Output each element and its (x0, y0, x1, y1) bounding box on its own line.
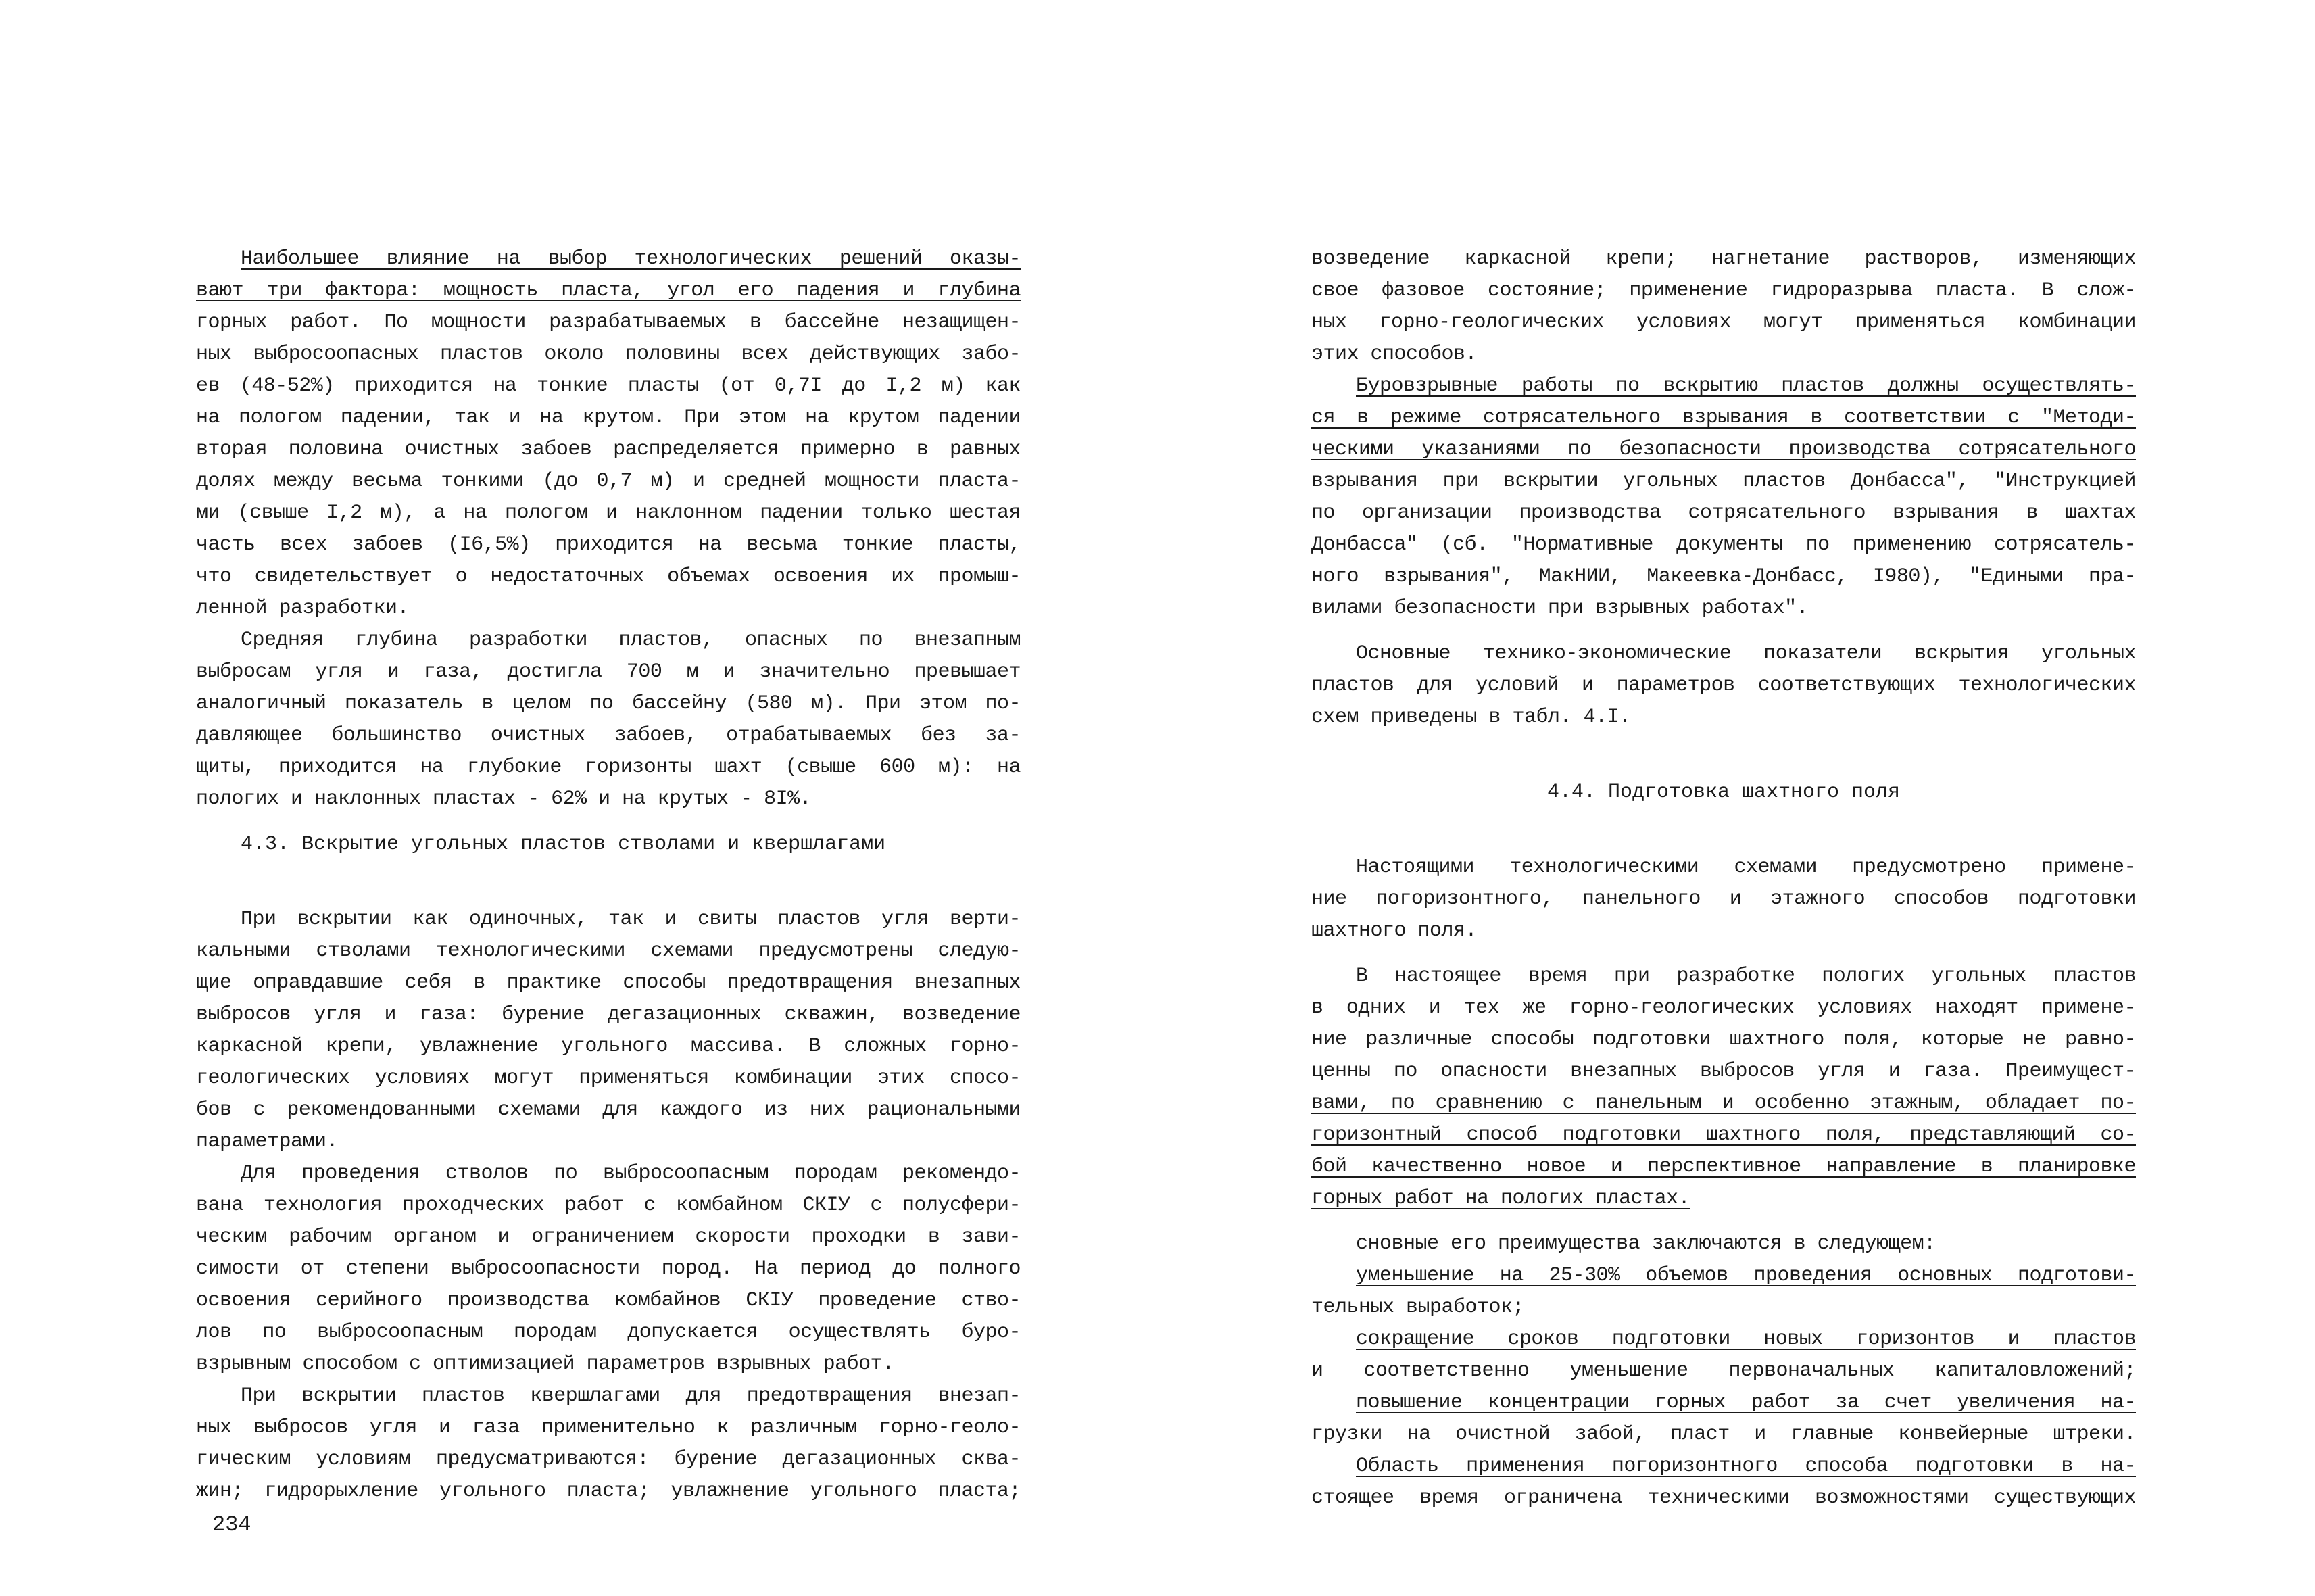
text-line: бов с рекомендованными схемами для каждого из них рациональными (196, 1098, 1021, 1121)
text-line: ческим рабочим органом и ограничением скорости проходки в зави- (196, 1226, 1021, 1249)
text-line: лов по выбросоопасным породам допускается осуществлять буро- (196, 1321, 1021, 1344)
underlined-phrase: горизонтный способ подготовки шахтного поля, представляющий со- (1311, 1123, 2136, 1146)
text-line: каркасной крепи, увлажнение угольного массива. В сложных горно- (196, 1035, 1021, 1058)
text-line: вторая половина очистных забоев распределяется примерно в равных (196, 438, 1021, 461)
text-line (1311, 1088, 2136, 1119)
text-line: выбросам угля и газа, достигла 700 м и значительно превышает (196, 660, 1021, 683)
paragraph-methods (1311, 852, 2136, 947)
text-line: Для проведения стволов по выбросоопасным породам рекомендо- (241, 1162, 1021, 1185)
underlined-phrase: горных работ на пологих пластах. (1311, 1187, 1690, 1210)
text-line (1311, 1324, 2136, 1355)
text-line: Настоящими технологическими схемами предусмотрено примене- (1356, 856, 2136, 879)
text-line: параметрами. (196, 1130, 339, 1153)
text-line (1311, 1451, 2136, 1482)
text-line: по организации производства сотрясательного взрывания в шахтах (1311, 502, 2136, 525)
underlined-phrase: сокращение сроков подготовки новых горизонтов и пластов (1356, 1328, 2136, 1351)
text-line: долях между весьма тонкими (до 0,7 м) и средней мощности пласта- (196, 470, 1021, 493)
text-line: освоения серийного производства комбайнов СКIУ проведение ство- (196, 1289, 1021, 1312)
paragraph-factors (196, 243, 1021, 625)
text-line: ценны по опасности внезапных выбросов угля и газа. Преимущест- (1311, 1060, 2136, 1083)
text-line: При вскрытии пластов квершлагами для предотвращения внезап- (241, 1384, 1021, 1407)
text-line: При вскрытии как одиночных, так и свиты пластов угля верти- (241, 908, 1021, 931)
page-number: 234 (212, 1512, 251, 1537)
underlined-phrase: вают три фактора: мощность пласта, угол его падения и глубина (196, 279, 1021, 302)
text-line: стоящее время ограничена техническими возможностями существующих (1311, 1486, 2136, 1509)
text-line: гическим условиям предусматриваются: бурение дегазационных сква- (196, 1448, 1021, 1471)
text-line: кальными стволами технологическими схемами предусмотрены следую- (196, 940, 1021, 963)
text-line (1311, 370, 2136, 402)
text-line (1311, 1119, 2136, 1151)
text-line (1311, 1260, 2136, 1292)
underlined-phrase: ся в режиме сотрясательного взрывания в соответствии с "Методи- (1311, 406, 2136, 429)
text-line: симости от степени выбросоопасности пород. На период до полного (196, 1257, 1021, 1280)
text-line: щие оправдавшие себя в практике способы предотвращения внезапных (196, 971, 1021, 994)
text-line: взрывным способом с оптимизацией параметров взрывных работ. (196, 1353, 894, 1376)
text-line: ми (свыше I,2 м), а на пологом и наклонном падении только шестая (196, 502, 1021, 525)
underlined-phrase: ческими указаниями по безопасности производства сотрясательного (1311, 438, 2136, 461)
section-heading-4-4: 4.4. Подготовка шахтного поля (1546, 781, 1901, 804)
text-line (196, 275, 1021, 307)
text-line: щиты, приходится на глубокие горизонты шахт (свыше 600 м): на (196, 756, 1021, 779)
text-line: ных выбросоопасных пластов около половины всех действующих забо- (196, 343, 1021, 366)
text-line: тельных выработок; (1311, 1296, 1525, 1319)
text-line: Средняя глубина разработки пластов, опасных по внезапным (241, 629, 1021, 652)
text-line: и соответственно уменьшение первоначальных капиталовложений; (1311, 1359, 2136, 1382)
text-line (1311, 1183, 2136, 1215)
text-line: ных горно-геологических условиях могут применяться комбинации (1311, 311, 2136, 334)
text-line: шахтного поля. (1311, 919, 1478, 942)
text-line: ленной разработки. (196, 597, 410, 620)
text-line: выбросов угля и газа: бурение дегазационных скважин, возведение (196, 1003, 1021, 1026)
underlined-phrase: повышение концентрации горных работ за счет увеличения на- (1356, 1391, 2136, 1414)
paragraph-crosscuts (196, 1380, 1021, 1507)
text-line (1311, 1151, 2136, 1183)
text-line: Донбасса" (сб. "Нормативные документы по применению сотрясатель- (1311, 533, 2136, 556)
text-line: на пологом падении, так и на крутом. При этом на крутом падении (196, 406, 1021, 429)
underlined-phrase: Наибольшее влияние на выбор технологических решений оказы- (241, 247, 1021, 270)
right-page (1157, 0, 2314, 1596)
paragraph-indicators (1311, 638, 2136, 733)
text-line (196, 243, 1021, 275)
section-heading-4-3: 4.3. Вскрытие угольных пластов стволами и квершлагами (241, 833, 886, 856)
text-line: схем приведены в табл. 4.I. (1311, 706, 1631, 729)
text-line: ние погоризонтного, панельного и этажного способов подготовки (1311, 888, 2136, 911)
paragraph-blasting (1311, 370, 2136, 625)
text-line (1311, 402, 2136, 434)
paragraph-benefits (1311, 1228, 2136, 1514)
text-line: вана технология проходческих работ с комбайном СКIУ с полусфери- (196, 1194, 1021, 1217)
text-line: жин; гидрорыхление угольного пласта; увлажнение угольного пласта; (196, 1480, 1021, 1503)
text-line: пологих и наклонных пластах - 62% и на крутых - 8I%. (196, 788, 812, 811)
underlined-phrase: Буровзрывные работы по вскрытию пластов должны осуществлять- (1356, 374, 2136, 397)
right-text-column (1311, 243, 2136, 1514)
text-line: свое фазовое состояние; применение гидроразрыва пласта. В слож- (1311, 279, 2136, 302)
text-line: горных работ. По мощности разрабатываемых в бассейне незащищен- (196, 311, 1021, 334)
text-line: этих способов. (1311, 343, 1478, 366)
text-line: сновные его преимущества заключаются в следующем: (1356, 1232, 1936, 1255)
text-line: пластов для условий и параметров соответствующих технологических (1311, 674, 2136, 697)
underlined-phrase: бой качественно новое и перспективное направление в планировке (1311, 1155, 2136, 1178)
text-line: вилами безопасности при взрывных работах". (1311, 597, 1809, 620)
text-line (1311, 1387, 2136, 1419)
paragraph-shafts (196, 904, 1021, 1158)
text-line: В настоящее время при разработке пологих угольных пластов (1356, 965, 2136, 988)
paragraph-combine (196, 1158, 1021, 1380)
text-line (1311, 434, 2136, 466)
paragraph-continuation (1311, 243, 2136, 370)
text-line: что свидетельствует о недостаточных объемах освоения их промыш- (196, 565, 1021, 588)
text-line: ного взрывания", МакНИИ, Макеевка-Донбасс, I980), "Едиными пра- (1311, 565, 2136, 588)
text-line: ние различные способы подготовки шахтного поля, которые не равно- (1311, 1028, 2136, 1051)
text-line: в одних и тех же горно-геологических условиях находят примене- (1311, 996, 2136, 1019)
text-line: давляющее большинство очистных забоев, отрабатываемых без за- (196, 724, 1021, 747)
text-line: ных выбросов угля и газа применительно к различным горно-геоло- (196, 1416, 1021, 1439)
text-line: часть всех забоев (I6,5%) приходится на весьма тонкие пласты, (196, 533, 1021, 556)
left-page (0, 0, 1157, 1596)
text-line: взрывания при вскрытии угольных пластов Донбасса", "Инструкцией (1311, 470, 2136, 493)
text-line: аналогичный показатель в целом по бассейну (580 м). При этом по- (196, 692, 1021, 715)
text-line: грузки на очистной забой, пласт и главные конвейерные штреки. (1311, 1423, 2136, 1446)
text-line: геологических условиях могут применяться комбинации этих спосо- (196, 1067, 1021, 1090)
underlined-phrase: Область применения погоризонтного способа подготовки в на- (1356, 1455, 2136, 1478)
paragraph-depth (196, 625, 1021, 815)
text-line: Основные технико-экономические показатели вскрытия угольных (1356, 642, 2136, 665)
text-line: возведение каркасной крепи; нагнетание растворов, изменяющих (1311, 247, 2136, 270)
text-line: ев (48-52%) приходится на тонкие пласты (от 0,7I до I,2 м) как (196, 374, 1021, 397)
paragraph-advantages (1311, 961, 2136, 1215)
left-text-column (196, 243, 1021, 1507)
underlined-phrase: уменьшение на 25-30% объемов проведения основных подготови- (1356, 1264, 2136, 1287)
underlined-phrase: вами, по сравнению с панельным и особенно этажным, обладает по- (1311, 1092, 2136, 1115)
